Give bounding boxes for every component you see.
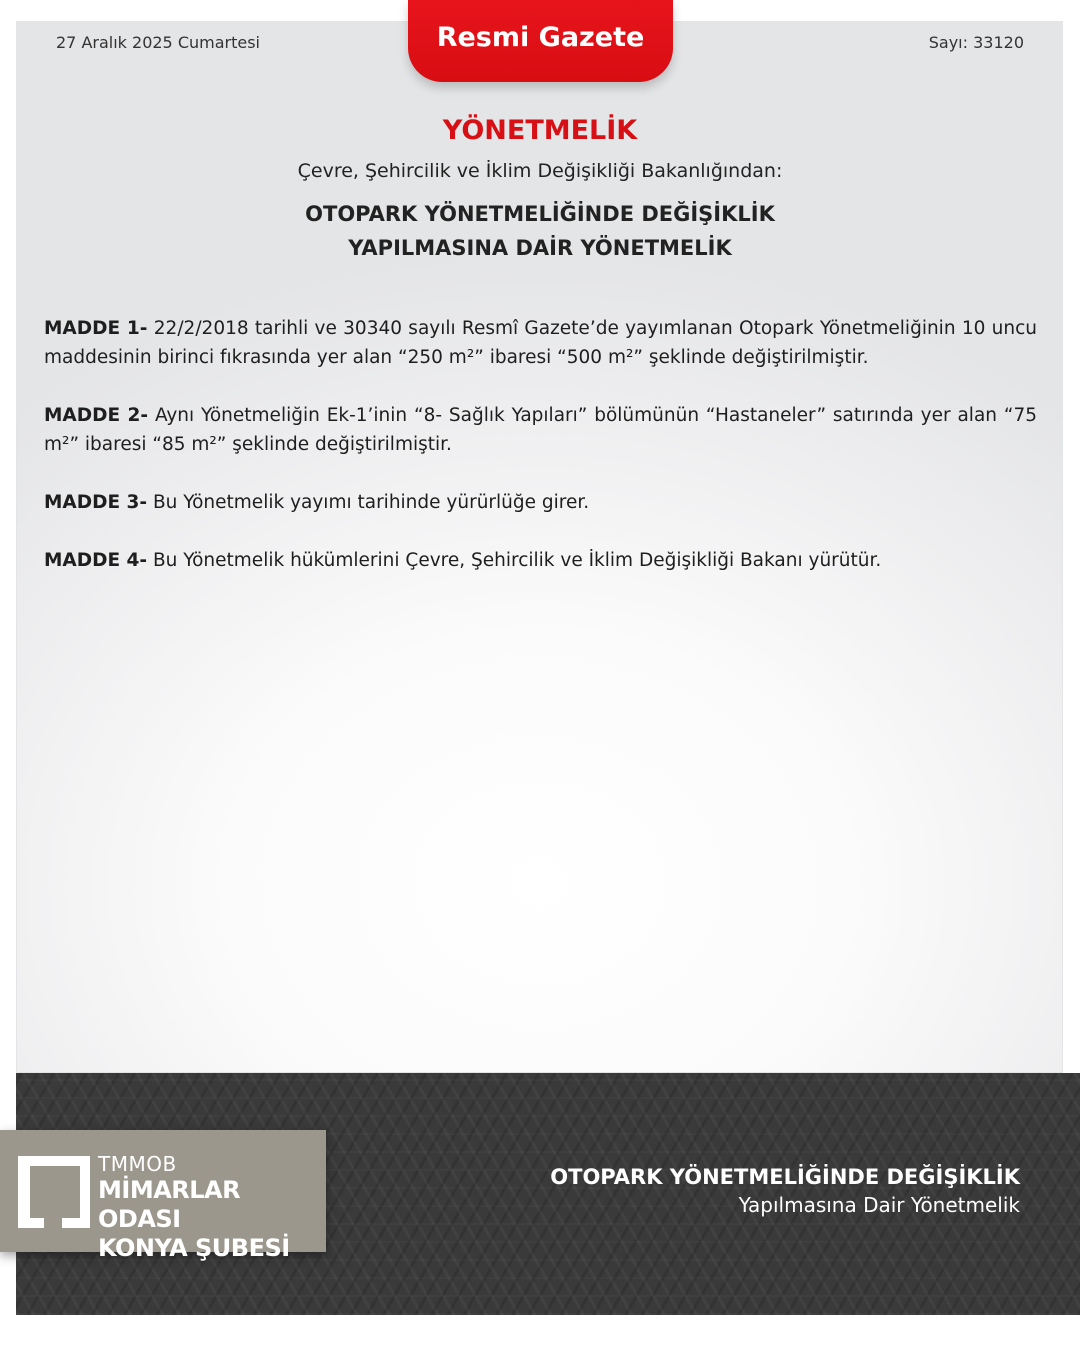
logo-text — [98, 1152, 326, 1263]
articles — [44, 314, 1037, 604]
article-text: Bu Yönetmelik yayımı tarihinde yürürlüğe girer. — [152, 492, 590, 513]
article-1 — [44, 314, 1037, 372]
article-4 — [44, 546, 1037, 575]
logo-tmmob: TMMOB — [98, 1152, 177, 1176]
publication-date: 27 Aralık 2025 Cumartesi — [56, 33, 260, 52]
ministry-name: Çevre, Şehircilik ve İklim Değişikliği Bakanlığından: — [297, 160, 783, 182]
footer-title-line2: Yapılmasına Dair Yönetmelik — [738, 1193, 1020, 1217]
article-label: MADDE 2- — [44, 405, 149, 426]
article-label: MADDE 3- — [44, 492, 148, 513]
regulation-title-line1: OTOPARK YÖNETMELİĞİNDE DEĞİŞİKLİK — [305, 202, 775, 226]
article-label: MADDE 4- — [44, 550, 148, 571]
article-3 — [44, 488, 1037, 517]
regulation-title-line2: YAPILMASINA DAİR YÖNETMELİK — [348, 236, 732, 260]
footer-title-line1: OTOPARK YÖNETMELİĞİNDE DEĞİŞİKLİK — [550, 1165, 1020, 1189]
article-text: Bu Yönetmelik hükümlerini Çevre, Şehircilik ve İklim Değişikliği Bakanı yürütür. — [152, 550, 882, 571]
logo-konya-subesi: KONYA ŞUBESİ — [98, 1234, 290, 1262]
article-text: Aynı Yönetmeliğin Ek-1’inin “8- Sağlık Yapıları” bölümünün “Hastaneler” satırında yer alan “75 m²” ibaresi “85 m²” şeklinde değiştirilmiştir. — [44, 405, 1037, 455]
resmi-gazete-badge — [408, 0, 673, 82]
article-2 — [44, 401, 1037, 459]
issue-number: Sayı: 33120 — [928, 33, 1024, 52]
logo-mimarlar-odasi: MİMARLAR ODASI — [98, 1176, 241, 1233]
regulation-title — [0, 197, 1080, 265]
footer-title — [550, 1163, 1020, 1219]
article-label: MADDE 1- — [44, 318, 148, 339]
article-text: 22/2/2018 tarihli ve 30340 sayılı Resmî Gazete’de yayımlanan Otopark Yönetmeliğinin 10 uncu maddesinin birinci fıkrasında yer alan “250 m²” ibaresi “500 m²” şeklinde değiştirilmiştir. — [44, 318, 1038, 368]
badge-label: Resmi Gazete — [436, 22, 645, 53]
document-type: YÖNETMELİK — [442, 115, 638, 146]
architects-chamber-logo-icon — [18, 1156, 92, 1230]
chamber-logo — [0, 1130, 326, 1262]
